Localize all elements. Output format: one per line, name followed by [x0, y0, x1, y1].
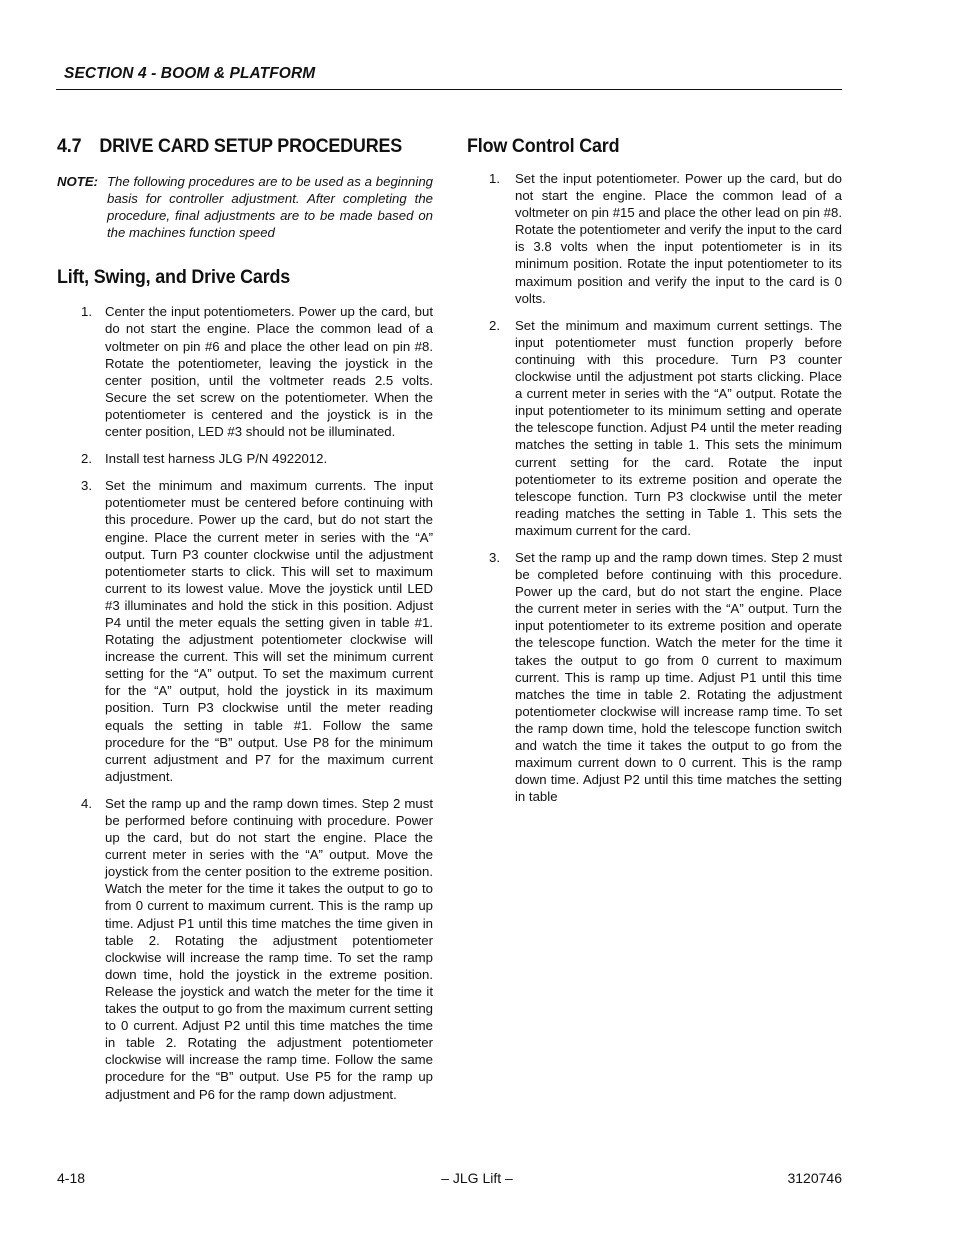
main-heading-number: 4.7 [57, 135, 82, 157]
list-item [467, 170, 842, 307]
header-rule [56, 89, 842, 90]
section-header: SECTION 4 - BOOM & PLATFORM [64, 65, 316, 82]
step-text: Install test harness JLG P/N 4922012. [105, 451, 328, 467]
list-item [57, 477, 433, 785]
left-column [57, 132, 433, 1113]
list-item [467, 317, 842, 539]
step-number: 4. [81, 795, 92, 811]
list-item [57, 450, 433, 467]
step-text: Set the input potentiometer. Power up the card, but do not start the engine. Place the common lead of a voltmeter on pin #15 and place the other lead on pin #8. Rotate the potentiometer and verify the input to the card is 3.8 volts when the input potentiometer is in its minimum position. Rotate the input potentiometer to its maximum position and verify the input to the card is 0 volts. [515, 171, 842, 306]
flow-control-steps [467, 170, 842, 805]
page-number: 4-18 [57, 1170, 86, 1186]
step-number: 3. [81, 478, 92, 494]
step-text: Set the ramp up and the ramp down times. Step 2 must be performed before continuing with procedure. Power up the card, but do not start the engine. Place the current meter in series with the “A” output. Move the joystick from the center position to the extreme position. Watch the meter for the time it takes the output to go to from 0 current to maximum current. This is the ramp up time. Adjust P1 until this time matches the time given in table 2. Rotating the adjustment potentiometer clockwise will increase the ramp time. To set the ramp down time, hold the joystick in the extreme position. Release the joystick and watch the meter for the time it takes the output to go from the maximum current setting to 0 current. Adjust P2 until this time matches the time in table 2. Rotating the adjustment potentiometer clockwise will increase the ramp time. Follow the same procedure for the “B” output. Use P5 for the ramp up adjustment and P6 for the ramp down adjustment. [105, 795, 433, 1102]
note-text: The following procedures are to be used as a beginning basis for controller adjustment. After completing the procedure, final adjustments are to be made based on the machines function speed [107, 174, 433, 241]
list-item [467, 549, 842, 805]
step-text: Set the ramp up and the ramp down times. Step 2 must be completed before continuing with this procedure. Power up the card, but do not start the engine. Place the current meter in series with the “A” output. Turn the input potentiometer to its extreme position and operate the telescope function. Watch the meter for the time it takes the output to go from 0 current to maximum current. This is ramp up time. Adjust P1 until this time matches the time in table 2. Rotating the adjustment potentiometer clockwise will increase ramp time. To set the ramp down time, hold the telescope function switch and watch the time it takes the output to go from the maximum current down to 0 current. This is the ramp down time. Adjust P2 until this time matches the setting in table [515, 549, 842, 805]
document-number: 3120746 [787, 1170, 842, 1186]
main-heading-title: DRIVE CARD SETUP PROCEDURES [99, 135, 403, 157]
note-label: NOTE: [57, 174, 99, 189]
note [57, 173, 433, 241]
step-text: Set the minimum and maximum current settings. The input potentiometer must function properly before continuing with this procedure. Turn P3 counter clockwise until the adjustment pot starts clicking. Place a current meter in series with the “A” output. Rotate the input potentiometer to its minimum setting and operate the telescope function. Adjust P4 until the meter reading matches the setting in table 1. This sets the minimum current setting for the card. Rotate the input potentiometer to its extreme position and operate the telescope function. Turn P3 clockwise until the meter reading matches the setting in Table 1. This sets the maximum current for the card. [515, 317, 842, 538]
lift-swing-drive-steps [57, 303, 433, 1102]
main-heading [57, 132, 403, 160]
step-text: Set the minimum and maximum currents. The input potentiometer must be centered before continuing with this procedure. Power up the card, but do not start the engine. Place the current meter in series with the “A” output. Turn P3 counter clockwise until the adjustment potentiometer starts to click. This will set to maximum current to its lowest value. Move the joystick until LED #3 illuminates and hold the stick in this position. Adjust P4 until the meter equals the setting given in table #1. Rotating the adjustment potentiometer clockwise will increase the current. This will set the minimum current setting for the “A” output. To set the maximum current for the “A” output, hold the joystick in its maximum position. Turn P3 clockwise until the meter reading equals the setting in table #1. Follow the same procedure for the “B” output. Use P8 for the minimum current adjustment and P7 for the maximum current adjustment. [105, 478, 433, 784]
lift-swing-drive-heading: Lift, Swing, and Drive Cards [57, 266, 291, 289]
step-number: 1. [81, 304, 92, 320]
footer-center-text: – JLG Lift – [441, 1170, 513, 1186]
step-text: Center the input potentiometers. Power up the card, but do not start the engine. Place the common lead of a voltmeter on pin #6 and place the other lead on pin #8. Rotate the potentiometer, leaving the joystick in the center position, until the voltmeter reads 2.5 volts. Secure the set screw on the potentiometer. When the potentiometer is centered and the joystick is in the center position, LED #3 should not be illuminated. [105, 304, 433, 440]
step-number: 2. [489, 317, 500, 333]
flow-control-heading: Flow Control Card [467, 135, 620, 157]
list-item [57, 303, 433, 440]
step-number: 3. [489, 549, 500, 565]
right-column [467, 132, 842, 815]
step-number: 2. [81, 451, 92, 467]
step-number: 1. [489, 171, 500, 186]
list-item [57, 795, 433, 1103]
